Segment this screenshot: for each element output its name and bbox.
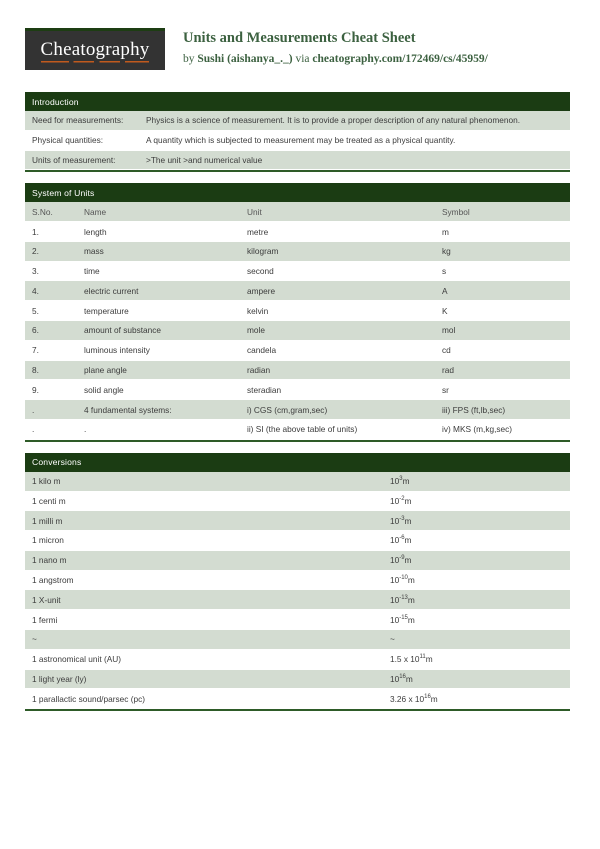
table-row (25, 531, 570, 551)
value-base: 10 (390, 515, 400, 526)
byline-prefix: by (183, 52, 198, 65)
cell-name: temperature (84, 305, 129, 316)
table-row (25, 610, 570, 630)
table-row (25, 472, 570, 492)
value-suffix: m (425, 654, 433, 665)
value-suffix: m (430, 693, 438, 704)
header-titles (183, 28, 488, 67)
section-title-system-of-units: System of Units (25, 183, 570, 202)
cell-conversion-value (390, 555, 563, 565)
value-exponent: -10 (399, 575, 408, 582)
value-exponent: -15 (399, 614, 408, 621)
value-base: 10 (390, 594, 400, 605)
cell-name: length (84, 226, 107, 237)
value-base: 10 (390, 535, 400, 546)
cell-conversion-value (390, 516, 563, 526)
table-row (25, 281, 570, 301)
cell-conversion-name: 1 X-unit (32, 594, 61, 605)
value-base: 10 (390, 476, 400, 487)
cell-conversion-name: 1 micron (32, 535, 64, 546)
cell-sno: 8. (32, 364, 39, 375)
table-row (25, 630, 570, 650)
value-suffix: m (404, 515, 412, 526)
cell-sno: 3. (32, 266, 39, 277)
intro-label: Units of measurement: (32, 154, 116, 165)
value-base: 10 (390, 614, 400, 625)
value-base: 10 (390, 673, 400, 684)
cell-conversion-value (390, 694, 563, 704)
column-header-sno: S.No. (32, 206, 53, 217)
value-prefix: 3.26 x (390, 693, 415, 704)
value-base: 10 (414, 693, 425, 704)
cell-unit: kelvin (247, 305, 269, 316)
cell-symbol: K (442, 305, 448, 316)
value-prefix: 1.5 x (390, 654, 411, 665)
cell-name: time (84, 266, 100, 277)
cell-unit: metre (247, 226, 269, 237)
column-header-symbol: Symbol (442, 206, 470, 217)
table-row (25, 151, 570, 171)
value-suffix: m (404, 555, 412, 566)
cell-conversion-value (390, 634, 563, 644)
table-row (25, 650, 570, 670)
cell-symbol: kg (442, 246, 451, 257)
cell-conversion-value (390, 496, 563, 506)
cell-unit: i) CGS (cm,gram,sec) (247, 404, 328, 415)
cell-unit: ii) SI (the above table of units) (247, 424, 358, 435)
section-title-introduction: Introduction (25, 92, 570, 111)
cell-conversion-name: 1 fermi (32, 614, 58, 625)
cell-symbol: A (442, 285, 448, 296)
table-row (25, 571, 570, 591)
table-row (25, 222, 570, 242)
logo-text: Cheatography (41, 39, 150, 63)
table-row (25, 380, 570, 400)
intro-label: Need for measurements: (32, 115, 124, 126)
cell-sno: 6. (32, 325, 39, 336)
section-title-conversions: Conversions (25, 453, 570, 472)
section-conversions (25, 453, 570, 711)
table-row (25, 111, 570, 131)
cell-symbol: cd (442, 345, 451, 356)
intro-value: >The unit >and numerical value (146, 154, 263, 165)
table-header-row (25, 202, 570, 222)
value-base: 10 (390, 575, 400, 586)
cell-conversion-name: ~ (32, 634, 37, 645)
cell-unit: second (247, 266, 274, 277)
table-row (25, 321, 570, 341)
value-exponent: 16 (399, 674, 406, 681)
table-row (25, 551, 570, 571)
cell-sno: 4. (32, 285, 39, 296)
value-base: 10 (390, 495, 400, 506)
table-row (25, 511, 570, 531)
cell-unit: steradian (247, 384, 282, 395)
value-exponent: 11 (419, 654, 426, 661)
cell-symbol: mol (442, 325, 456, 336)
byline-author[interactable]: Sushi (aishanya_._) (197, 52, 293, 65)
table-row (25, 670, 570, 690)
cell-name: mass (84, 246, 104, 257)
section-system-of-units (25, 183, 570, 441)
cheatography-logo[interactable] (25, 28, 165, 70)
cell-conversion-name: 1 astronomical unit (AU) (32, 654, 121, 665)
value-suffix: m (407, 594, 415, 605)
value-exponent: -6 (399, 535, 405, 542)
cell-unit: kilogram (247, 246, 279, 257)
table-row (25, 361, 570, 381)
cell-symbol: iii) FPS (ft,lb,sec) (442, 404, 506, 415)
page-title: Units and Measurements Cheat Sheet (183, 30, 416, 46)
cell-conversion-value (390, 654, 563, 664)
cell-name: amount of substance (84, 325, 162, 336)
cell-conversion-value (390, 674, 563, 684)
cell-symbol: m (442, 226, 449, 237)
cell-name: 4 fundamental systems: (84, 404, 172, 415)
cell-conversion-value (390, 615, 563, 625)
cell-symbol: s (442, 266, 447, 277)
table-row (25, 131, 570, 151)
cell-sno: 7. (32, 345, 39, 356)
cell-name: electric current (84, 285, 139, 296)
value-exponent: 3 (399, 476, 403, 483)
value-suffix: m (407, 575, 415, 586)
value-suffix: m (402, 476, 410, 487)
table-row (25, 400, 570, 420)
cell-symbol: rad (442, 364, 454, 375)
cell-unit: radian (247, 364, 271, 375)
cell-name: plane angle (84, 364, 127, 375)
value-base: 10 (390, 555, 400, 566)
cell-conversion-name: 1 light year (ly) (32, 673, 87, 684)
cell-conversion-name: 1 kilo m (32, 476, 61, 487)
table-row (25, 689, 570, 709)
cell-conversion-value (390, 476, 563, 486)
section-introduction (25, 92, 570, 172)
cell-sno: 5. (32, 305, 39, 316)
byline (183, 51, 488, 68)
table-row (25, 301, 570, 321)
intro-value: A quantity which is subjected to measurement may be treated as a physical quantity. (146, 135, 456, 146)
cell-conversion-name: 1 parallactic sound/parsec (pc) (32, 693, 145, 704)
value-exponent: -3 (399, 515, 405, 522)
cell-conversion-value (390, 595, 563, 605)
cell-unit: ampere (247, 285, 276, 296)
cell-conversion-name: 1 centi m (32, 495, 66, 506)
cell-unit: candela (247, 345, 277, 356)
byline-link[interactable]: cheatography.com/172469/cs/45959/ (312, 52, 488, 65)
cell-sno: . (32, 424, 35, 435)
cell-symbol: sr (442, 384, 449, 395)
cell-conversion-value (390, 535, 563, 545)
cell-name: luminous intensity (84, 345, 150, 356)
cell-unit: mole (247, 325, 265, 336)
cell-conversion-name: 1 angstrom (32, 575, 74, 586)
cell-conversion-name: 1 nano m (32, 555, 67, 566)
cell-sno: 9. (32, 384, 39, 395)
value-base: 10 (410, 654, 420, 665)
value-suffix: m (405, 673, 413, 684)
column-header-name: Name (84, 206, 107, 217)
cell-conversion-value (390, 575, 563, 585)
cell-name: solid angle (84, 384, 124, 395)
table-row (25, 492, 570, 512)
byline-mid: via (292, 52, 313, 65)
value-exponent: -13 (399, 595, 408, 602)
page-header (25, 28, 575, 78)
table-row (25, 262, 570, 282)
value-exponent: -2 (399, 496, 405, 503)
value-suffix: m (404, 495, 412, 506)
table-row (25, 242, 570, 262)
value-exponent: 16 (424, 693, 431, 700)
cell-sno: 1. (32, 226, 39, 237)
intro-label: Physical quantities: (32, 135, 104, 146)
intro-value: Physics is a science of measurement. It is to provide a proper description of any natural phenomenon. (146, 115, 521, 126)
column-header-unit: Unit (247, 206, 262, 217)
cell-name: . (84, 424, 87, 435)
cell-sno: . (32, 404, 35, 415)
cell-sno: 2. (32, 246, 39, 257)
value-suffix: m (404, 535, 412, 546)
table-row (25, 420, 570, 440)
cell-symbol: iv) MKS (m,kg,sec) (442, 424, 513, 435)
table-row (25, 341, 570, 361)
table-row (25, 590, 570, 610)
value-suffix: m (407, 614, 415, 625)
value-base: ~ (390, 634, 395, 645)
cell-conversion-name: 1 milli m (32, 515, 63, 526)
value-exponent: -9 (399, 555, 405, 562)
